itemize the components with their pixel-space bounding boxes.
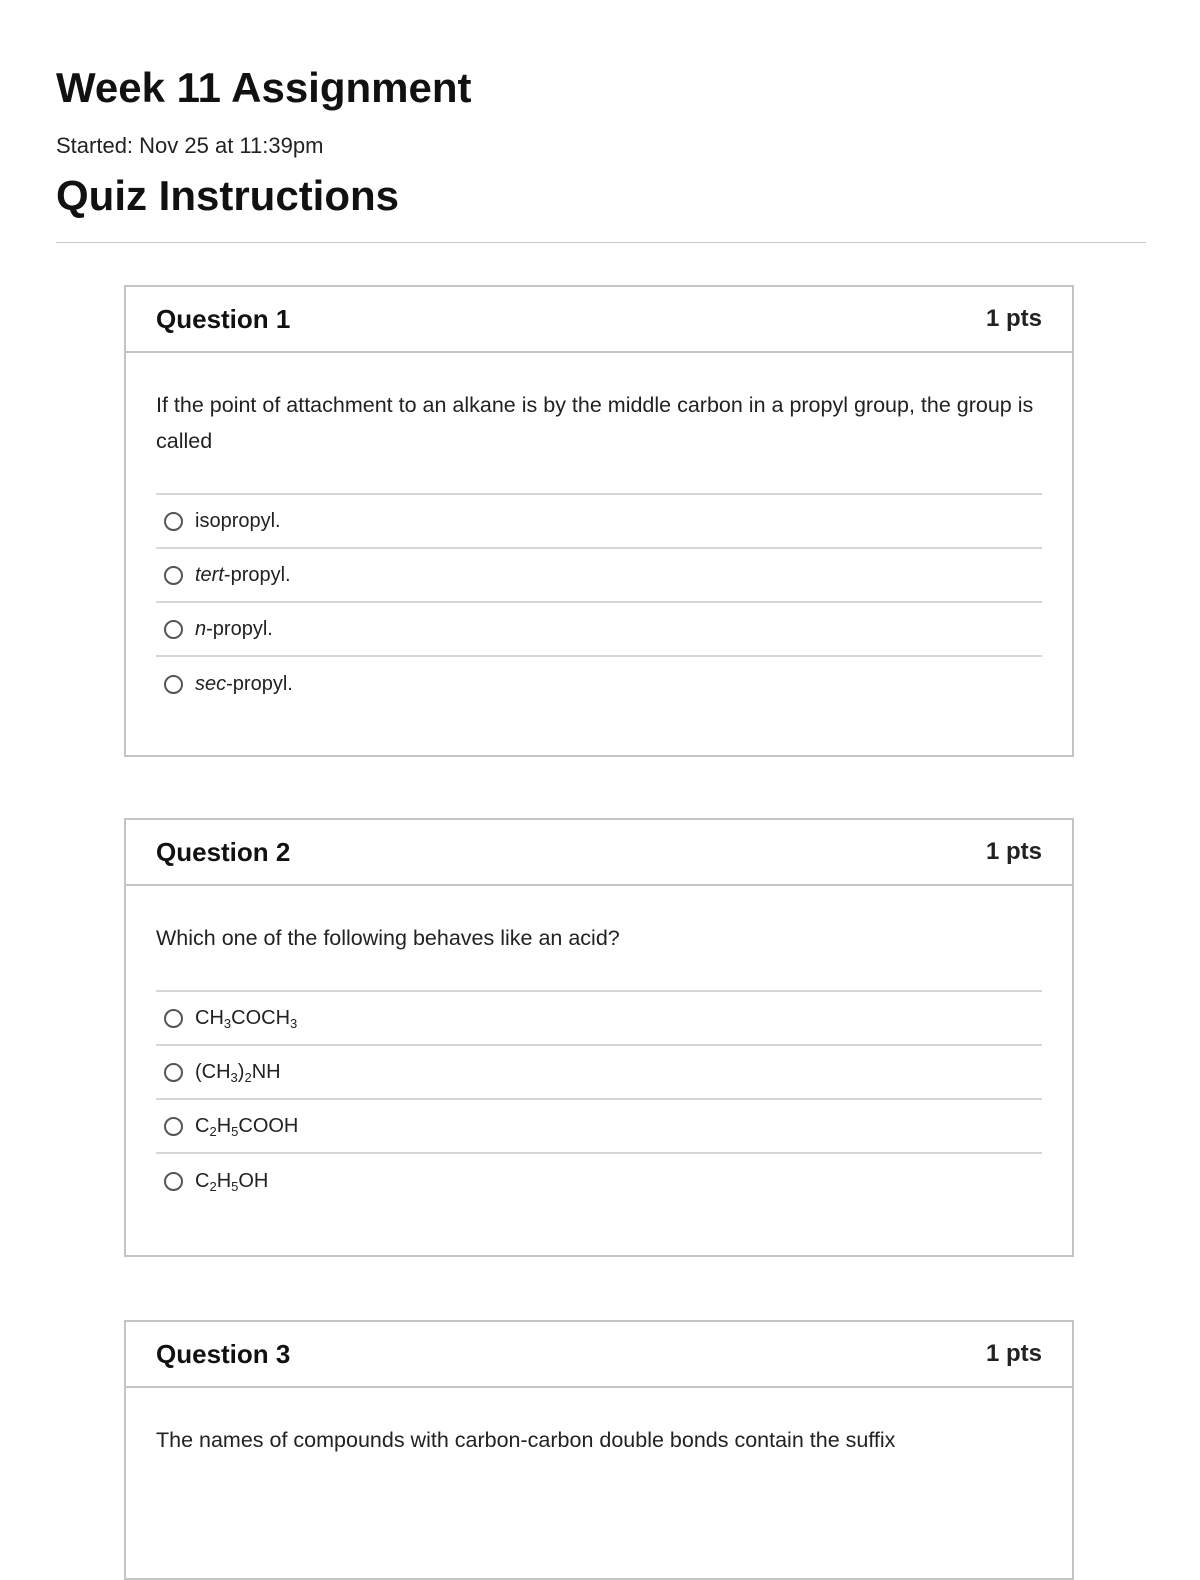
quiz-instructions-heading: Quiz Instructions bbox=[56, 172, 400, 219]
started-timestamp: Started: Nov 25 at 11:39pm bbox=[56, 133, 324, 158]
question-header bbox=[126, 820, 1072, 886]
question-header bbox=[126, 1322, 1072, 1388]
question-title: Question 3 bbox=[156, 1338, 291, 1369]
question-text: The names of compounds with carbon-carbon double bonds contain the suffix bbox=[156, 1428, 896, 1452]
question-card-1 bbox=[124, 285, 1074, 757]
answer-option-n-propyl[interactable] bbox=[156, 603, 1042, 657]
radio-button-icon[interactable] bbox=[164, 1063, 183, 1082]
answer-option-c2h5oh[interactable] bbox=[156, 1154, 1042, 1208]
question-card-3 bbox=[124, 1320, 1074, 1580]
answer-label: -propyl. bbox=[226, 672, 293, 695]
header-divider bbox=[56, 242, 1146, 243]
answer-option-c2h5cooh[interactable] bbox=[156, 1100, 1042, 1154]
radio-button-icon[interactable] bbox=[164, 1009, 183, 1028]
answer-list bbox=[156, 493, 1042, 711]
radio-button-icon[interactable] bbox=[164, 1172, 183, 1191]
page-title: Week 11 Assignment bbox=[56, 64, 472, 111]
answer-label: $C_2H_5COOH$ bbox=[195, 1114, 299, 1139]
question-points: 1 pts bbox=[985, 838, 1042, 865]
answer-option-ch3coch3[interactable] bbox=[156, 992, 1042, 1046]
radio-button-icon[interactable] bbox=[164, 1117, 183, 1136]
question-card-2 bbox=[124, 818, 1074, 1257]
answer-label: -propyl. bbox=[206, 617, 273, 640]
radio-button-icon[interactable] bbox=[164, 620, 183, 639]
question-header bbox=[126, 287, 1072, 353]
radio-button-icon[interactable] bbox=[164, 566, 183, 585]
answer-label-prefix: tert bbox=[195, 563, 224, 586]
answer-option-ch3-2nh[interactable] bbox=[156, 1046, 1042, 1100]
answer-label: isopropyl. bbox=[195, 509, 281, 532]
question-text: Which one of the following behaves like an acid? bbox=[156, 926, 620, 950]
radio-button-icon[interactable] bbox=[164, 512, 183, 531]
answer-option-tert-propyl[interactable] bbox=[156, 549, 1042, 603]
answer-label-prefix: n bbox=[195, 617, 207, 640]
question-points: 1 pts bbox=[985, 1340, 1042, 1367]
radio-button-icon[interactable] bbox=[164, 675, 183, 694]
question-text: If the point of attachment to an alkane is by the middle carbon in a propyl group, the group is called bbox=[156, 393, 1034, 453]
answer-list bbox=[156, 990, 1042, 1208]
answer-label: $(CH_3)_2NH$ bbox=[195, 1060, 281, 1085]
question-body bbox=[126, 353, 1072, 739]
question-body bbox=[126, 1388, 1072, 1520]
question-points: 1 pts bbox=[985, 305, 1042, 332]
question-title: Question 2 bbox=[156, 836, 291, 867]
answer-label: $CH_3COCH_3$ bbox=[195, 1006, 298, 1031]
answer-label-prefix: sec bbox=[195, 672, 227, 695]
answer-option-sec-propyl[interactable] bbox=[156, 657, 1042, 711]
answer-option-isopropyl[interactable] bbox=[156, 495, 1042, 549]
answer-label: $C_2H_5OH$ bbox=[195, 1169, 269, 1194]
question-body bbox=[126, 886, 1072, 1236]
question-title: Question 1 bbox=[156, 303, 291, 334]
answer-label: -propyl. bbox=[223, 563, 291, 586]
